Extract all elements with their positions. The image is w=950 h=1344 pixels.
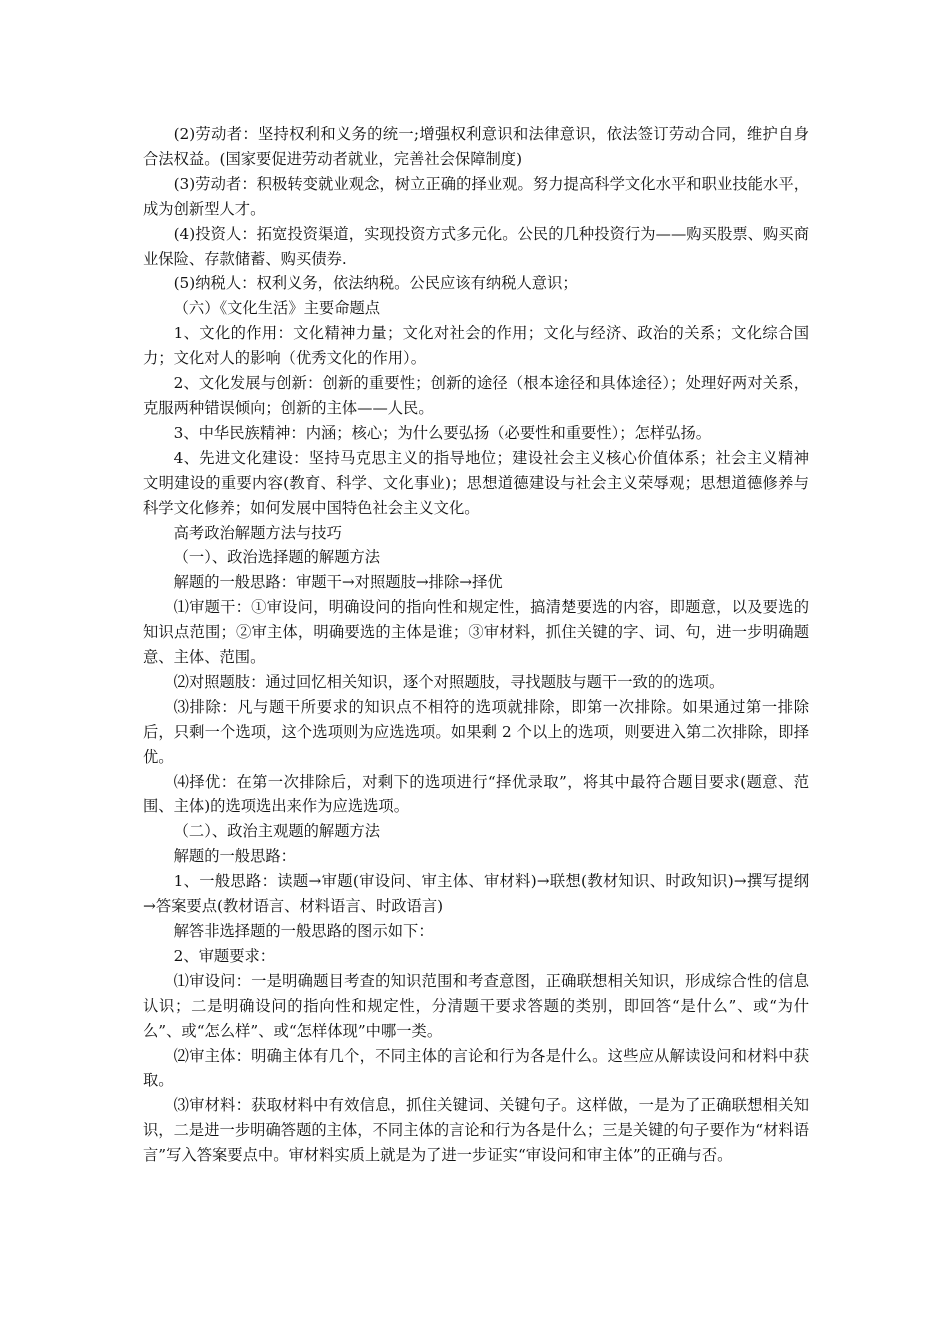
paragraph-review-requirements: 2、审题要求：: [173, 946, 276, 965]
paragraph-national-spirit: 3、中华民族精神：内涵；核心；为什么要弘扬（必要性和重要性）；怎样弘扬。: [173, 423, 712, 442]
paragraph-diagram-intro: 解答非选择题的一般思路的图示如下：: [173, 922, 434, 940]
paragraph-review-stem: ⑴审题干：①审设问，明确设问的指向性和规定性，搞清楚要选的内容，即题意，以及要选的知识点范围；②审主体，明确要选的主体是谁；③审材料，抓住关键的字、词、句，进一步明确题意、主体、范围。: [143, 598, 809, 667]
paragraph-laborer-employment: (3)劳动者：积极转变就业观念，树立正确的择业观。努力提高科学文化水平和职业技能水平，成为创新型人才。: [143, 174, 809, 218]
paragraph-culture-role: 1、文化的作用：文化精神力量；文化对社会的作用；文化与经济、政治的关系；文化综合国力；文化对人的影响（优秀文化的作用）。: [143, 324, 809, 368]
paragraph-investor: (4)投资人：拓宽投资渠道，实现投资方式多元化。公民的几种投资行为——购买股票、购买商业保险、存款储蓄、购买债券.: [143, 224, 809, 268]
paragraph-review-question: ⑴审设问：一是明确题目考查的知识范围和考查意图，正确联想相关知识，形成综合性的信息认识；二是明确设问的指向性和规定性，分清题干要求答题的类别，即回答“是什么”、或“为什么”、或“怎么样”、或“怎样体现”中哪一类。: [143, 971, 809, 1040]
heading-choice-questions: （一）、政治选择题的解题方法: [173, 548, 381, 567]
paragraph-culture-innovation: 2、文化发展与创新：创新的重要性；创新的途径（根本途径和具体途径）；处理好两对关系，克服两种错误倾向；创新的主体——人民。: [143, 374, 809, 417]
paragraph-general-approach-steps: 1、一般思路：读题→审题(审设问、审主体、审材料)→联想(教材知识、时政知识)→撰写提纲→答案要点(教材语言、材料语言、时政语言): [143, 872, 809, 916]
document-body: [143, 122, 809, 1168]
paragraph-review-material: ⑶审材料：获取材料中有效信息，抓住关键词、关键句子。这样做，一是为了正确联想相关知识，二是进一步明确答题的主体，不同主体的言论和行为各是什么；三是关键的句子要作为“材料语言”写入答案要点中。审材料实质上就是为了进一步证实“审设问和审主体”的正确与否。: [143, 1096, 809, 1165]
paragraph-general-approach-subjective: 解题的一般思路：: [173, 847, 296, 866]
paragraph-general-approach-choice: 解题的一般思路：审题干→对照题肢→排除→择优: [173, 573, 503, 592]
paragraph-eliminate: ⑶排除：凡与题干所要求的知识点不相符的选项就排除，即第一次排除。如果通过第一排除后，只剩一个选项，这个选项则为应选选项。如果剩 2 个以上的选项，则要进入第二次排除，即择优。: [143, 697, 809, 766]
paragraph-advanced-culture: 4、先进文化建设：坚持马克思主义的指导地位；建设社会主义核心价值体系；社会主义精神文明建设的重要内容(教育、科学、文化事业)；思想道德建设与社会主义荣辱观；思想道德修养与科学文化修养；如何发展中国特色社会主义文化。: [143, 448, 809, 517]
paragraph-select-best: ⑷择优：在第一次排除后，对剩下的选项进行“择优录取”，将其中最符合题目要求(题意、范围、主体)的选项选出来作为应选选项。: [143, 772, 809, 816]
paragraph-compare-options: ⑵对照题肢：通过回忆相关知识，逐个对照题肢，寻找题肢与题干一致的的选项。: [173, 672, 725, 691]
paragraph-review-subject: ⑵审主体：明确主体有几个，不同主体的言论和行为各是什么。这些应从解读设问和材料中获取。: [143, 1046, 809, 1090]
paragraph-taxpayer: (5)纳税人：权利义务，依法纳税。公民应该有纳税人意识；: [173, 274, 578, 293]
heading-culture-life: （六）《文化生活》主要命题点: [173, 299, 381, 318]
heading-subjective-questions: （二）、政治主观题的解题方法: [173, 822, 381, 841]
paragraph-laborer-rights: (2)劳动者：坚持权利和义务的统一;增强权利意识和法律意识，依法签订劳动合同，维护自身合法权益。(国家要促进劳动者就业，完善社会保障制度): [143, 125, 809, 168]
heading-solving-methods: 高考政治解题方法与技巧: [173, 523, 342, 542]
